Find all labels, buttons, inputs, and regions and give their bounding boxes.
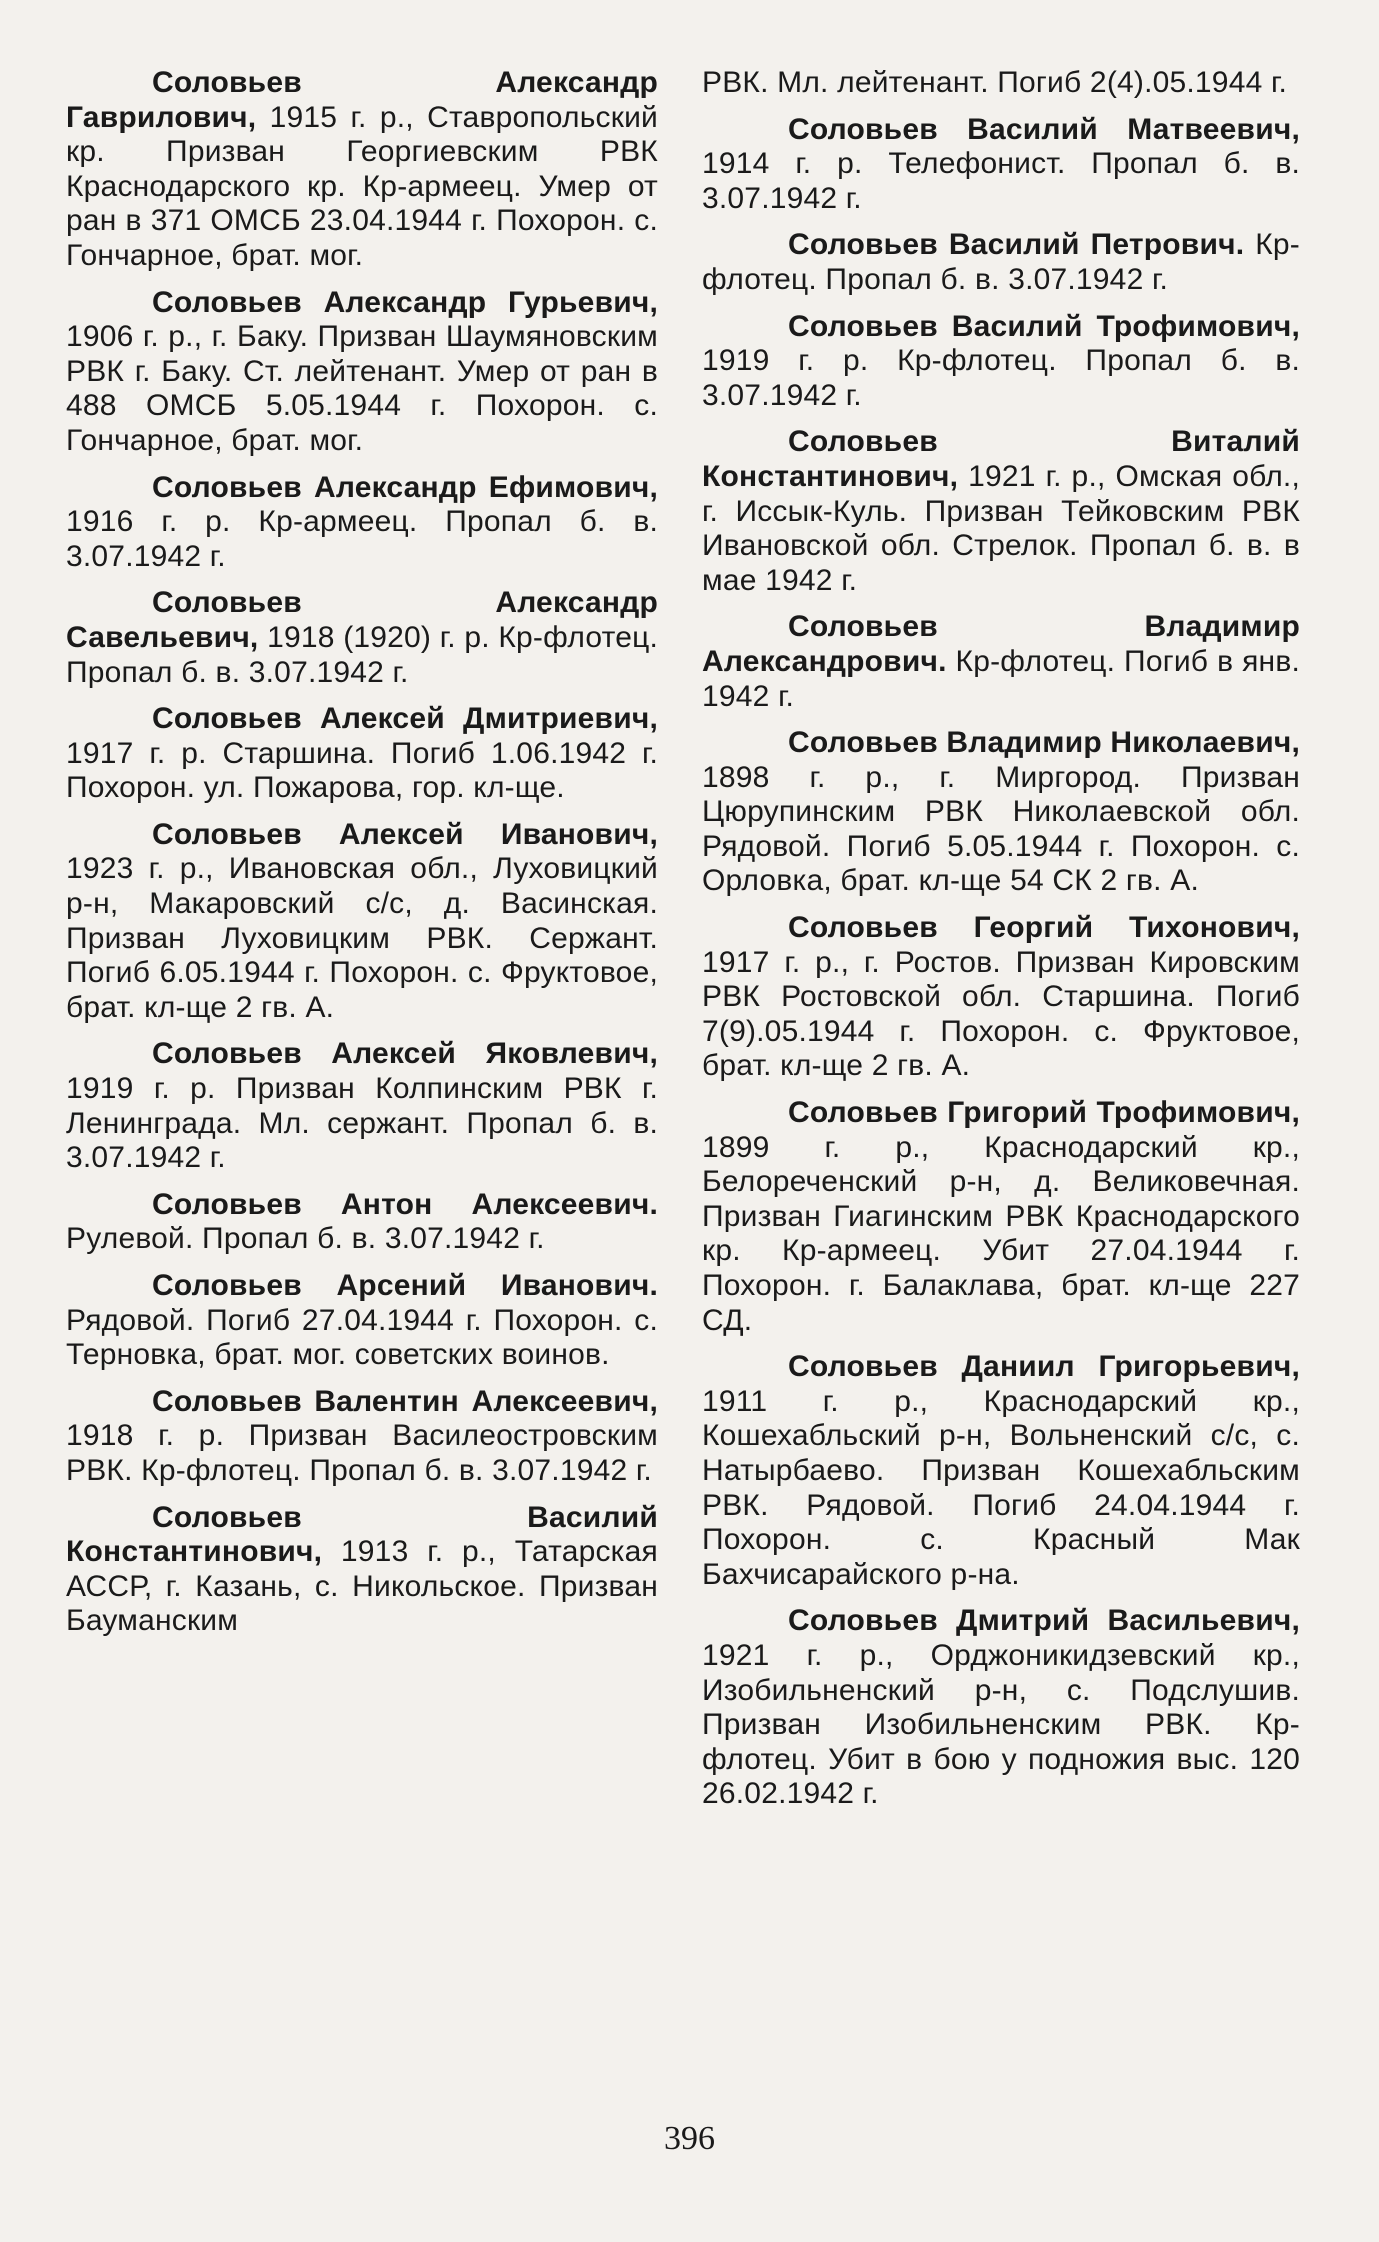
entry <box>66 471 658 575</box>
entry <box>702 425 1300 598</box>
entry-name: Соловьев Василий Константинович, <box>66 1500 658 1569</box>
entry-name: Соловьев Василий Матвеевич, <box>788 112 1300 146</box>
entry-name: Соловьев Даниил Григорьевич, <box>788 1350 1300 1384</box>
entry-name: Соловьев Алексей Дмитриевич, <box>152 702 658 736</box>
entry-text: 1918 (1920) г. р. Кр-флотец. Пропал б. в. 3.07.1942 г. <box>66 620 658 689</box>
entry-text: 1917 г. р., г. Ростов. Призван Кировским РВК Ростовской обл. Старшина. Погиб 7(9).05.1944 г. Похорон. с. Фруктовое, брат. кл-ще 2 гв. А. <box>702 945 1300 1083</box>
entry-name: Соловьев Виталий Константинович, <box>702 425 1300 493</box>
entry <box>66 1385 658 1489</box>
entry-text: 1918 г. р. Призван Василеостровским РВК. Кр-флотец. Пропал б. в. 3.07.1942 г. <box>66 1419 658 1487</box>
entry-name: Соловьев Дмитрий Васильевич, <box>788 1604 1300 1638</box>
entry-text: 1923 г. р., Ивановская обл., Луховицкий р-н, Макаровский с/с, д. Васинская. Призван Луховицким РВК. Сержант. Погиб 6.05.1944 г. Похорон. с. Фруктовое, брат. кл-ще 2 гв. А. <box>66 852 658 1024</box>
left-column <box>66 66 658 1651</box>
entry-text: Рулевой. Пропал б. в. 3.07.1942 г. <box>66 1222 545 1256</box>
entry-text: 1899 г. р., Краснодарский кр., Белореченский р-н, д. Великовечная. Призван Гиагинским РВК Краснодарского кр. Кр-армеец. Убит 27.04.1944 г. Похорон. г. Балаклава, брат. кл-ще 227 СД. <box>702 1130 1300 1337</box>
entry <box>66 818 658 1026</box>
entry-name: Соловьев Валентин Алексеевич, <box>152 1384 658 1418</box>
entry-text: РВК. Мл. лейтенант. Погиб 2(4).05.1944 г. <box>702 66 1288 99</box>
entry-name: Соловьев Василий Петрович. <box>788 228 1245 262</box>
entry-text: 1913 г. р., Татарская АССР, г. Казань, с. Никольское. Призван Бауманским <box>66 1535 658 1638</box>
entry-name: Соловьев Александр Гурьевич, <box>152 285 658 319</box>
entry-name: Соловьев Александр Ефимович, <box>152 470 658 504</box>
entry <box>66 1037 658 1175</box>
entry <box>702 726 1300 899</box>
entry-name: Соловьев Георгий Тихонович, <box>788 911 1300 945</box>
entry <box>702 610 1300 714</box>
entry-text: Кр-флотец. Погиб в янв. 1942 г. <box>702 644 1300 713</box>
entry-text: Рядовой. Погиб 27.04.1944 г. Похорон. с. Терновка, брат. мог. советских воинов. <box>66 1303 658 1372</box>
entry <box>702 1096 1300 1338</box>
entry-name: Соловьев Владимир Александрович. <box>702 610 1300 678</box>
entry-text: 1921 г. р., Омская обл., г. Иссык-Куль. Призван Тейковским РВК Ивановской обл. Стрелок. Пропал б. в. в мае 1942 г. <box>702 459 1300 597</box>
entry <box>66 1501 658 1639</box>
entry <box>702 228 1300 297</box>
entry-name: Соловьев Григорий Трофимович, <box>788 1096 1300 1130</box>
entry-name: Соловьев Владимир Николаевич, <box>788 726 1300 760</box>
entry-name: Соловьев Александр Савельевич, <box>66 586 658 654</box>
entry <box>702 1350 1300 1592</box>
right-column <box>702 66 1300 1824</box>
entry <box>66 1188 658 1257</box>
entry <box>66 1269 658 1373</box>
entry <box>66 286 658 459</box>
entry-text: 1919 г. р. Кр-флотец. Пропал б. в. 3.07.1942 г. <box>702 344 1300 412</box>
entry-name: Соловьев Антон Алексеевич. <box>152 1187 658 1221</box>
entry-text: 1914 г. р. Телефонист. Пропал б. в. 3.07.1942 г. <box>702 147 1300 215</box>
entry-name: Соловьев Василий Трофимович, <box>788 309 1300 343</box>
entry <box>66 702 658 806</box>
entry-continuation <box>702 66 1300 101</box>
entry <box>702 911 1300 1084</box>
entry <box>66 586 658 690</box>
entry-name: Соловьев Арсений Иванович. <box>152 1269 658 1302</box>
entry-name: Соловьев Алексей Яковлевич, <box>152 1037 658 1071</box>
entry-name: Соловьев Алексей Иванович, <box>152 817 658 851</box>
entry-text: 1898 г. р., г. Миргород. Призван Цюрупинским РВК Николаевской обл. Рядовой. Погиб 5.05.1944 г. Похорон. с. Орловка, брат. кл-ще 54 СК 2 гв. А. <box>702 760 1300 898</box>
entry-text: 1911 г. р., Краснодарский кр., Кошехабльский р-н, Вольненский с/с, с. Натырбаево. Призван Кошехабльским РВК. Рядовой. Погиб 24.04.1944 г. Похорон. с. Красный Мак Бахчисарайского р-на. <box>702 1384 1300 1591</box>
entry <box>702 310 1300 414</box>
entry-text: Кр-флотец. Пропал б. в. 3.07.1942 г. <box>702 228 1300 296</box>
entry-text: 1919 г. р. Призван Колпинским РВК г. Ленинграда. Мл. сержант. Пропал б. в. 3.07.1942 г. <box>66 1072 658 1175</box>
entry-text: 1915 г. р., Ставропольский кр. Призван Георгиевским РВК Краснодарского кр. Кр-армеец. Умер от ран в 371 ОМСБ 23.04.1944 г. Похорон. с. Гончарное, брат. мог. <box>66 100 658 272</box>
entry-text: 1916 г. р. Кр-армеец. Пропал б. в. 3.07.1942 г. <box>66 505 658 573</box>
entry <box>702 113 1300 217</box>
entry <box>66 66 658 274</box>
entry-name: Соловьев Александр Гаврилович, <box>66 66 658 134</box>
page-number: 396 <box>664 2120 715 2157</box>
entry <box>702 1604 1300 1812</box>
entry-text: 1921 г. р., Орджоникидзевский кр., Изобильненский р-н, с. Подслушив. Призван Изобильненским РВК. Кр-флотец. Убит в бою у подножия выс. 120 26.02.1942 г. <box>702 1638 1300 1811</box>
entry-text: 1906 г. р., г. Баку. Призван Шаумяновским РВК г. Баку. Ст. лейтенант. Умер от ран в 488 ОМСБ 5.05.1944 г. Похорон. с. Гончарное, брат. мог. <box>66 320 658 457</box>
entry-text: 1917 г. р. Старшина. Погиб 1.06.1942 г. Похорон. ул. Пожарова, гор. кл-ще. <box>66 736 658 805</box>
